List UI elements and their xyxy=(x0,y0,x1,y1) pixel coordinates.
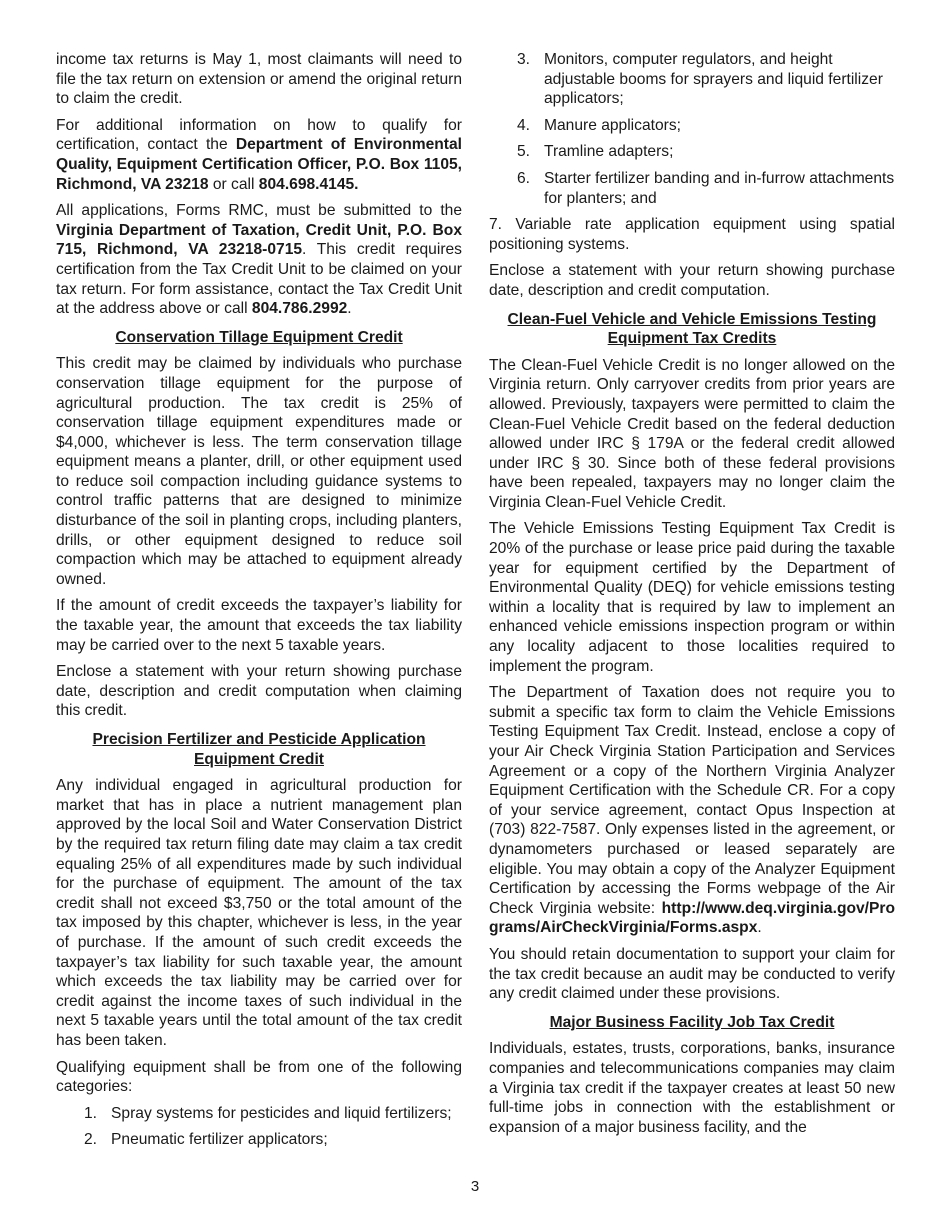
paragraph-emissions-documentation: The Department of Taxation does not require you to submit a specific tax form to claim the Vehicle Emissions Testing Equipment Tax Credit. Instead, enclose a copy of your Air Check Virginia Station Participation and Services Agreement or a copy of the Northern Virginia Analyzer Equipment Certification with the Schedule CR. For a copy of your service agreement, contact Opus Inspection at (703) 822-7587. Only expenses listed in the agreement, or dynamometers purchased or leased separately are eligible. You may obtain a copy of the Analyzer Equipment Certification by accessing the Forms webpage of the Air Check Virginia website: http://www.deq.virginia.gov/Programs/AirCheckVirginia/Forms.aspx. xyxy=(489,684,895,937)
heading-conservation-tillage: Conservation Tillage Equipment Credit xyxy=(115,328,403,346)
paragraph-tillage-enclose: Enclose a statement with your return showing purchase date, description and credit computation when claiming this credit. xyxy=(56,663,462,720)
equipment-list-part2 xyxy=(517,50,895,208)
right-column xyxy=(489,50,895,1144)
page-number: 3 xyxy=(470,1178,480,1195)
equipment-list-part1 xyxy=(84,1104,462,1150)
paragraph-qualifying-equipment: Qualifying equipment shall be from one of the following categories: xyxy=(56,1058,462,1096)
paragraph-tillage-carryover: If the amount of credit exceeds the taxpayer’s liability for the taxable year, the amount that exceeds the tax liability may be carried over to the next 5 taxable years. xyxy=(56,597,462,654)
paragraph-applications: All applications, Forms RMC, must be submitted to the Virginia Department of Taxation, Credit Unit, P.O. Box 715, Richmond, VA 23218-0715. This credit requires certification from the Tax Credit Unit to be claimed on your tax return. For form assistance, contact the Tax Credit Unit at the address above or call 804.786.2992. xyxy=(56,202,462,318)
list-item: 3. Monitors, computer regulators, and height adjustable booms for sprayers and liquid fertilizer applicators; xyxy=(517,51,883,108)
list-item: 1. Spray systems for pesticides and liquid fertilizers; xyxy=(84,1104,452,1122)
paragraph-emissions-testing: The Vehicle Emissions Testing Equipment Tax Credit is 20% of the purchase or lease price paid during the taxable year for equipment certified by the Department of Environmental Quality (DEQ) for vehicle emissions testing within a locality that is required by law to implement an enhanced vehicle emissions inspection program or within any locality adjacent to those localities required to implement the program. xyxy=(489,520,895,675)
left-column xyxy=(56,50,462,1157)
heading-precision-fertilizer: Precision Fertilizer and Pesticide Application Equipment Credit xyxy=(92,731,426,768)
paragraph-clean-fuel-repealed: The Clean-Fuel Vehicle Credit is no longer allowed on the Virginia return. Only carryover credits from prior years are allowed. Previously, taxpayers were permitted to claim the Clean-Fuel Vehicle Credit based on the federal deduction allowed under IRC § 179A or the federal credit allowed under IRC § 30. Since both of these federal provisions have been repealed, taxpayers may no longer claim the Virginia Clean-Fuel Vehicle Credit. xyxy=(489,356,895,511)
list-item: 2. Pneumatic fertilizer applicators; xyxy=(84,1131,328,1149)
paragraph-tillage-description: This credit may be claimed by individuals who purchase conservation tillage equipment for the purpose of agricultural production. The tax credit is 25% of conservation tillage equipment expenditures made or $4,000, whichever is less. The term conservation tillage equipment means a planter, drill, or other equipment used to reduce soil compaction including guidance systems to control traffic patterns that are designed to minimize disturbance of the soil in planting crops, including planters, drills, or other equipment designed to reduce soil compaction which may be attached to equipment already owned. xyxy=(56,355,462,588)
air-check-url: http://www.deq.virginia.gov/Programs/AirCheckVirginia/Forms.aspx xyxy=(489,899,895,937)
paragraph-major-business: Individuals, estates, trusts, corporations, banks, insurance companies and telecommunications companies may claim a Virginia tax credit if the taxpayer creates at least 50 new full-time jobs in connection with the establishment or expansion of a major business facility, and the xyxy=(489,1040,895,1136)
list-item: 5. Tramline adapters; xyxy=(517,143,674,161)
list-item: 6. Starter fertilizer banding and in-furrow attachments for planters; and xyxy=(517,169,895,207)
paragraph-retain-documentation: You should retain documentation to support your claim for the tax credit because an audit may be conducted to verify any credit claimed under these provisions. xyxy=(489,945,895,1003)
list-item: 4. Manure applicators; xyxy=(517,116,681,134)
heading-major-business-facility: Major Business Facility Job Tax Credit xyxy=(549,1013,835,1031)
paragraph-precision-description: Any individual engaged in agricultural production for market that has in place a nutrient management plan approved by the local Soil and Water Conservation District by the required tax return filing date may claim a tax credit equaling 25% of all expenditures made by such individual for the purchase of equipment. The amount of the tax credit shall not exceed $3,750 or the total amount of the tax imposed by this chapter, whichever is less, in the year of purchase. If the amount of such credit exceeds the taxpayer’s tax liability for such taxable year, the amount which exceeds the tax liability may be carried over for credit against the income taxes of such individual in the next 5 taxable years until the total amount of the tax credit has been taken. xyxy=(56,777,462,1049)
paragraph-certification-contact: For additional information on how to qualify for certification, contact the Department of Environmental Quality, Equipment Certification Officer, P.O. Box 1105, Richmond, VA 23218 or call 804.698.4145. xyxy=(56,116,463,193)
heading-clean-fuel-vehicle: Clean-Fuel Vehicle and Vehicle Emissions Testing Equipment Tax Credits xyxy=(507,310,877,348)
paragraph-variable-rate: 7. Variable rate application equipment using spatial positioning systems. xyxy=(489,216,895,253)
paragraph-filing-extension: income tax returns is May 1, most claimants will need to file the tax return on extension or amend the original return to claim the credit. xyxy=(56,51,462,108)
paragraph-precision-enclose: Enclose a statement with your return showing purchase date, description and credit computation. xyxy=(489,262,895,299)
